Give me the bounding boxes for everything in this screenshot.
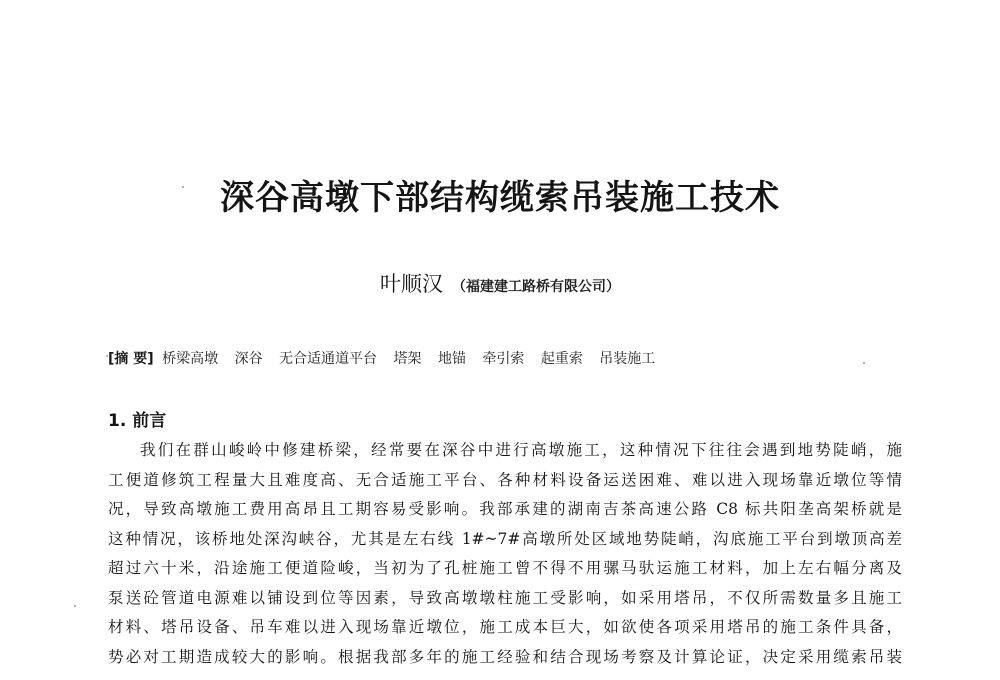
keyword: 塔架 (393, 351, 422, 367)
body-line: 况，导致高墩施工费用高昂且工期容易受影响。我部承建的湖南吉茶高速公路 C8 标共阳垄高架桥就是 (108, 500, 902, 518)
body-line: 工便道修筑工程量大且难度高、无合适施工平台、各种材料设备运送困难、难以进入现场靠近墩位等情 (108, 470, 902, 489)
abstract-label: [摘 要] (108, 351, 154, 367)
body-line: 我们在群山峻岭中修建桥梁，经常要在深谷中进行高墩施工，这种情况下往往会遇到地势陡峭，施 (140, 441, 902, 459)
scan-speck (106, 355, 108, 357)
byline (0, 268, 1000, 298)
scan-speck (74, 605, 76, 607)
keyword: 吊装施工 (599, 351, 656, 367)
body-line: 势必对工期造成较大的影响。根据我部多年的施工经验和结合现场考察及计算论证，决定采用缆索吊装 (108, 647, 902, 666)
keyword: 起重索 (540, 351, 583, 367)
keyword: 地锚 (437, 351, 466, 367)
scan-speck (863, 362, 865, 364)
keyword: 牵引索 (482, 351, 525, 367)
body-line: 材料、塔吊设备、吊车难以进入现场靠近墩位，施工成本巨大，如欲使各项采用塔吊的施工条件具备， (108, 618, 902, 636)
author-name: 叶顺汉 (379, 272, 443, 296)
section-heading: 1. 前言 (108, 411, 167, 431)
body-line: 超过六十米，沿途施工便道险峻，当初为了孔桩施工曾不得不用骡马驮运施工材料，加上左右幅分离及 (108, 559, 902, 577)
section-body (108, 436, 902, 672)
paper-title: 深谷高墩下部结构缆索吊装施工技术 (220, 178, 780, 218)
scan-speck (182, 186, 184, 188)
keyword: 深谷 (234, 351, 263, 367)
keyword: 桥梁高墩 (162, 351, 219, 367)
author-affiliation: （福建建工路桥有限公司） (452, 279, 621, 295)
body-line: 泵送砼管道电源难以铺设到位等因素，导致高墩墩柱施工受影响，如采用塔吊，不仅所需数量多且施工 (108, 588, 902, 607)
keyword: 无合适通道平台 (279, 351, 378, 367)
body-line: 这种情况，该桥地处深沟峡谷，尤其是左右线 1#~7#高墩所处区域地势陡峭，沟底施工平台到墩顶高差 (108, 529, 902, 548)
abstract-keywords (108, 348, 667, 368)
